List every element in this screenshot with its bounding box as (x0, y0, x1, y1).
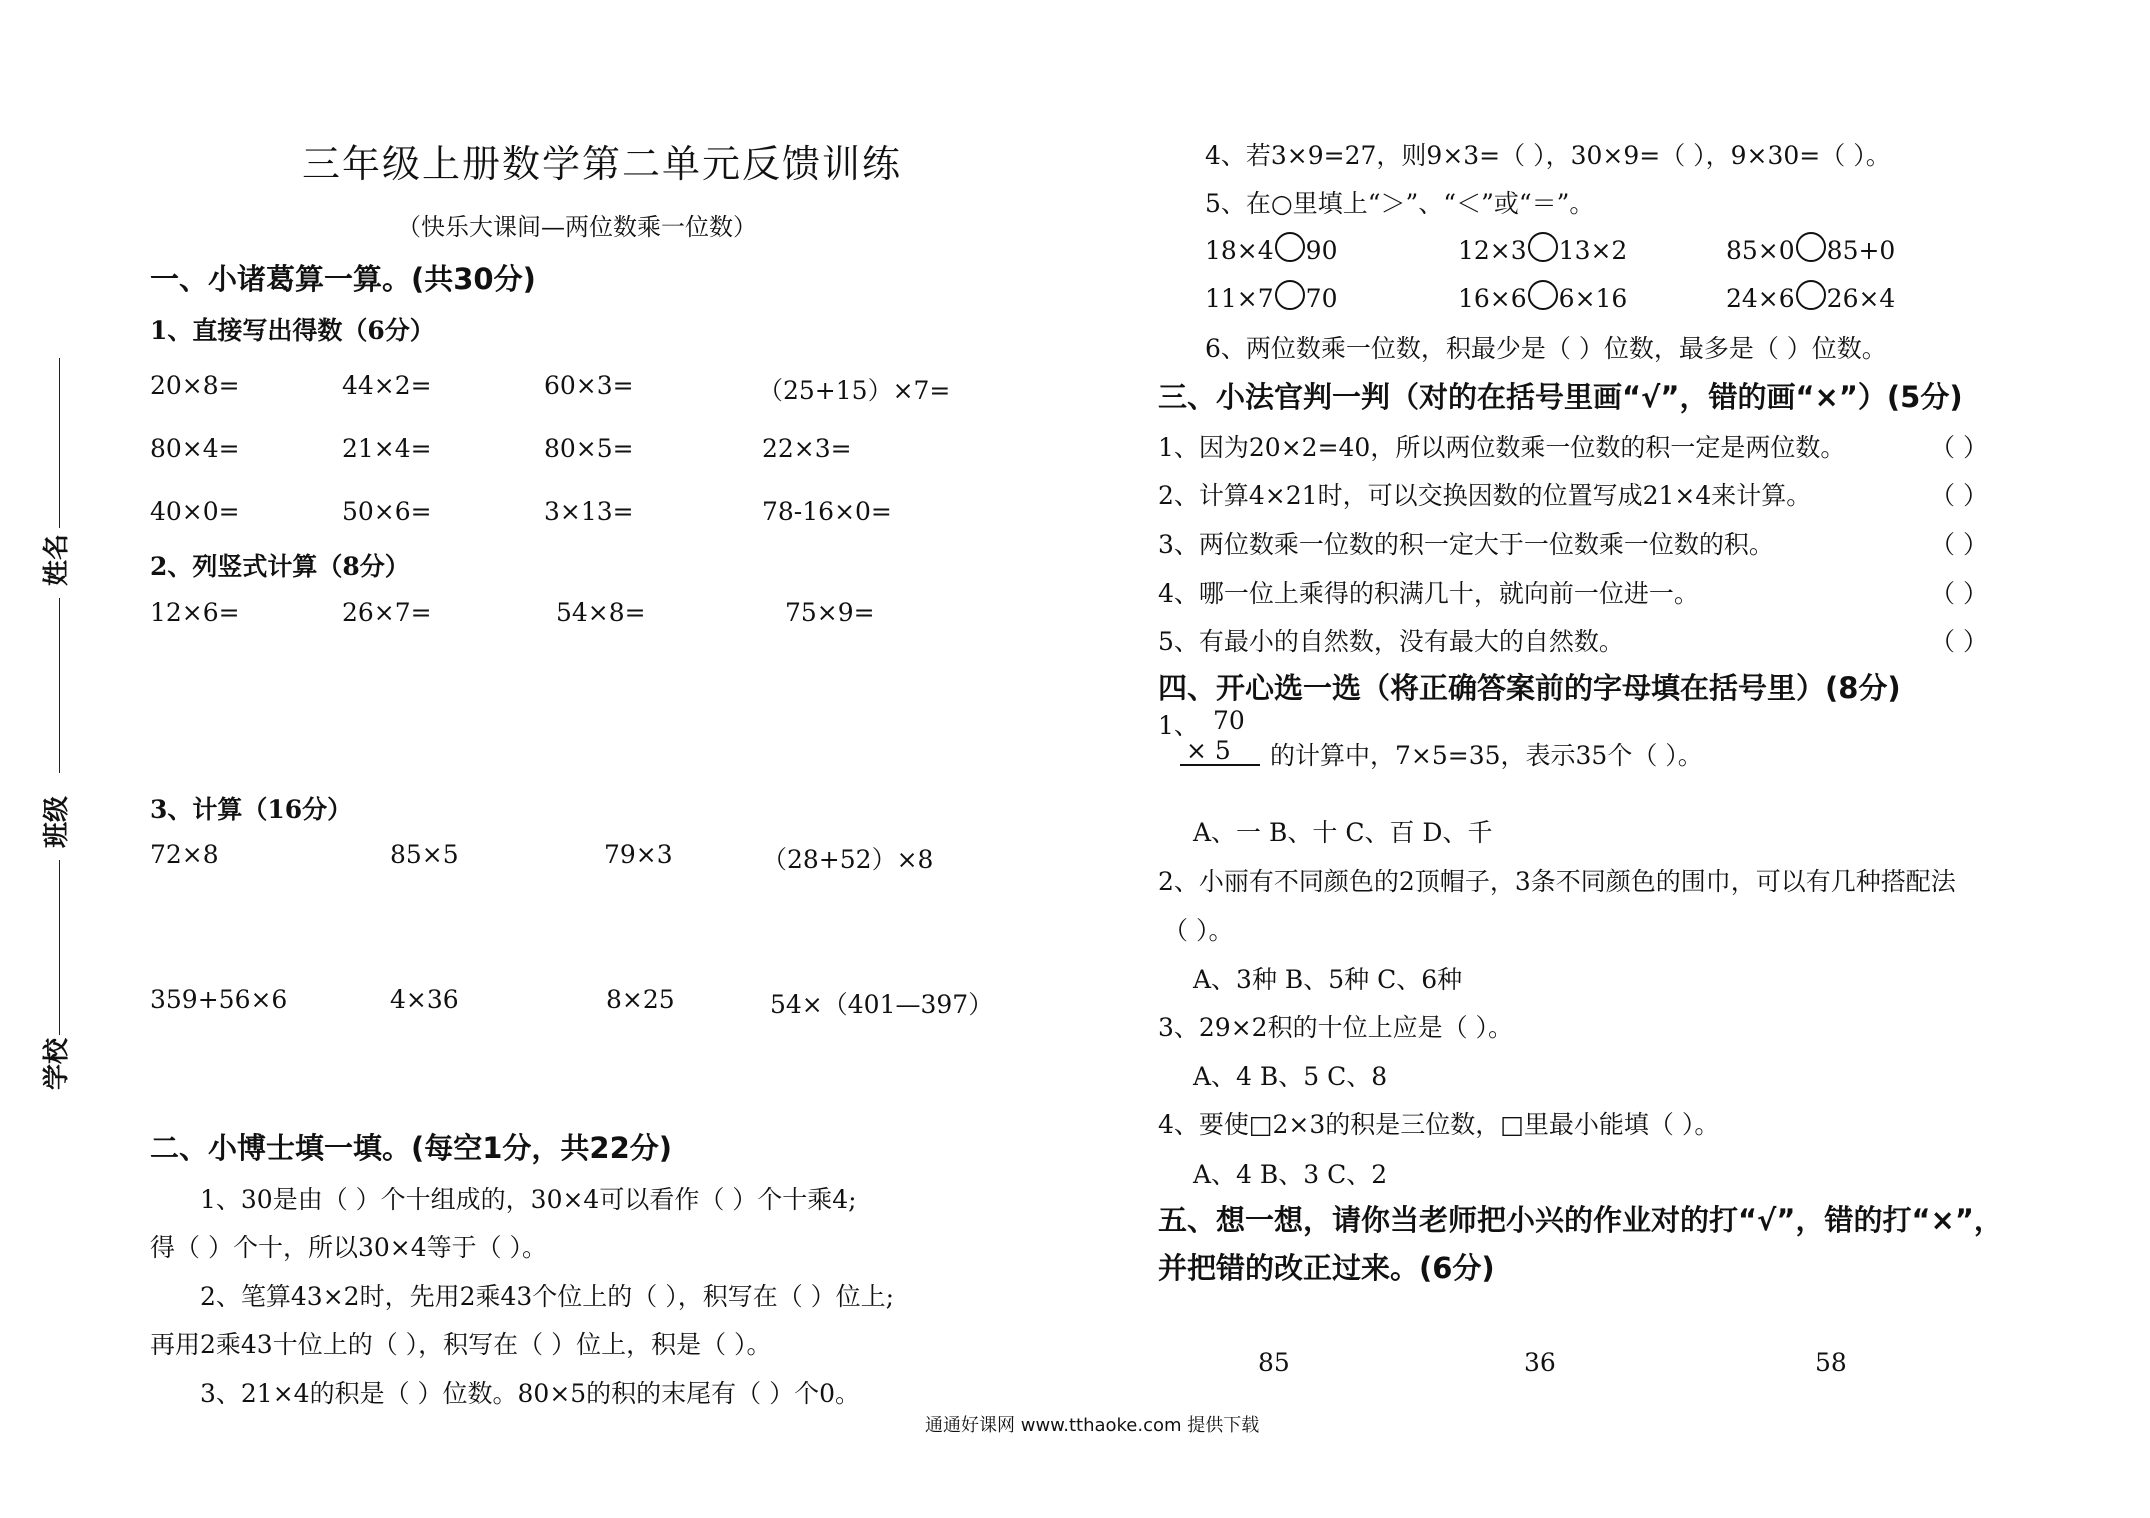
p1-item: 78-16×0= (762, 497, 892, 526)
p3-item: 8×25 (606, 985, 675, 1014)
p3-item: 72×8 (150, 840, 219, 869)
homework-number: 36 (1524, 1348, 1556, 1377)
p1-item: （25+15）×7= (758, 376, 951, 405)
section-2-heading: 二、小博士填一填。(每空1分，共22分) (150, 1131, 673, 1165)
compare-item: 11×7 70 (1205, 280, 1337, 313)
compare-circle[interactable] (1528, 280, 1558, 310)
fill-q4: 4、若3×9=27，则9×3=（ ），30×9=（ ），9×30=（ ）。 (1205, 141, 1891, 170)
s2-line: 再用2乘43十位上的（ ），积写在（ ）位上，积是（ ）。 (150, 1330, 772, 1359)
binding-line-3 (59, 860, 60, 1035)
s2-line: 2、笔算43×2时，先用2乘43个位上的（ ），积写在（ ）位上; (200, 1282, 895, 1311)
compare-circle[interactable] (1275, 280, 1305, 310)
binding-label-name: 姓名 (42, 533, 72, 586)
fill-q6: 6、两位数乘一位数，积最少是（ ）位数，最多是（ ）位数。 (1205, 334, 1887, 363)
judge-item: 3、两位数乘一位数的积一定大于一位数乘一位数的积。 (1158, 530, 1774, 559)
judge-item: 1、因为20×2=40，所以两位数乘一位数的积一定是两位数。 (1158, 433, 1846, 462)
vertical-multiplier: × 5 (1186, 736, 1231, 765)
compare-item: 12×3 13×2 (1458, 232, 1627, 265)
judge-bracket[interactable]: （ ） (1930, 530, 1988, 559)
judge-item: 2、计算4×21时，可以交换因数的位置写成21×4来计算。 (1158, 481, 1812, 510)
compare-circle[interactable] (1796, 280, 1826, 310)
compare-circle[interactable] (1275, 232, 1305, 262)
choice-q2-options: A、3种 B、5种 C、6种 (1193, 965, 1463, 994)
p1-item: 3×13= (544, 497, 634, 526)
p3-item: 85×5 (390, 840, 459, 869)
p1-item: 44×2= (342, 371, 432, 400)
judge-bracket[interactable]: （ ） (1930, 481, 1988, 510)
p1-item: 20×8= (150, 371, 240, 400)
p1-item: 50×6= (342, 497, 432, 526)
choice-q4: 4、要使□2×3的积是三位数，□里最小能填（ ）。 (1158, 1110, 1720, 1139)
p1-item: 80×4= (150, 434, 240, 463)
p3-item: 54×（401—397） (770, 990, 994, 1019)
binding-label-school: 学校 (42, 1037, 72, 1090)
choice-q4-options: A、4 B、3 C、2 (1193, 1160, 1388, 1189)
judge-item: 4、哪一位上乘得的积满几十，就向前一位进一。 (1158, 579, 1699, 608)
compare-circle[interactable] (1796, 232, 1826, 262)
p2-item: 75×9= (785, 598, 875, 627)
p1-item: 80×5= (544, 434, 634, 463)
page-subtitle: （快乐大课间—两位数乘一位数） (397, 213, 757, 241)
vertical-underline (1180, 764, 1260, 766)
s2-line: 3、21×4的积是（ ）位数。80×5的积的末尾有（ ）个0。 (200, 1379, 861, 1408)
p2-item: 26×7= (342, 598, 432, 627)
homework-number: 85 (1258, 1348, 1290, 1377)
section-5-heading-line1: 五、想一想，请你当老师把小兴的作业对的打“√”，错的打“×”， (1158, 1203, 2003, 1237)
section-4-heading: 四、开心选一选（将正确答案前的字母填在括号里）(8分) (1158, 671, 1901, 705)
p1-item: 22×3= (762, 434, 852, 463)
choice-q1-number: 1、 (1158, 711, 1199, 740)
vertical-multiplicand: 70 (1213, 706, 1245, 735)
s2-line: 得（ ）个十，所以30×4等于（ ）。 (150, 1233, 548, 1262)
judge-bracket[interactable]: （ ） (1930, 579, 1988, 608)
choice-q3-options: A、4 B、5 C、8 (1193, 1062, 1388, 1091)
choice-q1-options: A、一 B、十 C、百 D、千 (1193, 818, 1493, 847)
binding-line-1 (59, 358, 60, 528)
part-3-heading: 3、计算（16分） (150, 795, 353, 824)
compare-item: 16×6 6×16 (1458, 280, 1627, 313)
p2-item: 12×6= (150, 598, 240, 627)
compare-circle[interactable] (1528, 232, 1558, 262)
judge-item: 5、有最小的自然数，没有最大的自然数。 (1158, 627, 1624, 656)
p3-item: 359+56×6 (150, 985, 288, 1014)
fill-q5: 5、在○里填上“＞”、“＜”或“＝”。 (1205, 189, 1595, 218)
p1-item: 21×4= (342, 434, 432, 463)
judge-bracket[interactable]: （ ） (1930, 433, 1988, 462)
p2-item: 54×8= (556, 598, 646, 627)
choice-q2-bracket: （ ）。 (1163, 916, 1234, 945)
judge-bracket[interactable]: （ ） (1930, 627, 1988, 656)
section-1-heading: 一、小诸葛算一算。(共30分) (150, 262, 536, 296)
choice-q3: 3、29×2积的十位上应是（ ）。 (1158, 1013, 1514, 1042)
page-title: 三年级上册数学第二单元反馈训练 (302, 142, 903, 186)
section-5-heading-line2: 并把错的改正过来。(6分) (1158, 1251, 1495, 1285)
part-1-heading: 1、直接写出得数（6分） (150, 316, 435, 345)
compare-item: 85×0 85+0 (1726, 232, 1895, 265)
p3-item: 79×3 (604, 840, 673, 869)
p3-item: （28+52）×8 (762, 845, 934, 874)
p1-item: 40×0= (150, 497, 240, 526)
s2-line: 1、30是由（ ）个十组成的，30×4可以看作（ ）个十乘4; (200, 1185, 857, 1214)
homework-number: 58 (1815, 1348, 1847, 1377)
binding-label-class: 班级 (42, 795, 72, 848)
part-2-heading: 2、列竖式计算（8分） (150, 552, 410, 581)
choice-q1-text: 的计算中，7×5=35，表示35个（ ）。 (1270, 741, 1703, 770)
compare-item: 18×4 90 (1205, 232, 1337, 265)
section-3-heading: 三、小法官判一判（对的在括号里画“√”，错的画“×”）(5分) (1158, 380, 1963, 414)
binding-line-2 (59, 598, 60, 773)
p1-item: 60×3= (544, 371, 634, 400)
footer-credit: 通通好课网 www.tthaoke.com 提供下载 (925, 1415, 1260, 1436)
p3-item: 4×36 (390, 985, 459, 1014)
choice-q2: 2、小丽有不同颜色的2顶帽子，3条不同颜色的围巾，可以有几种搭配法 (1158, 867, 1956, 896)
compare-item: 24×6 26×4 (1726, 280, 1895, 313)
